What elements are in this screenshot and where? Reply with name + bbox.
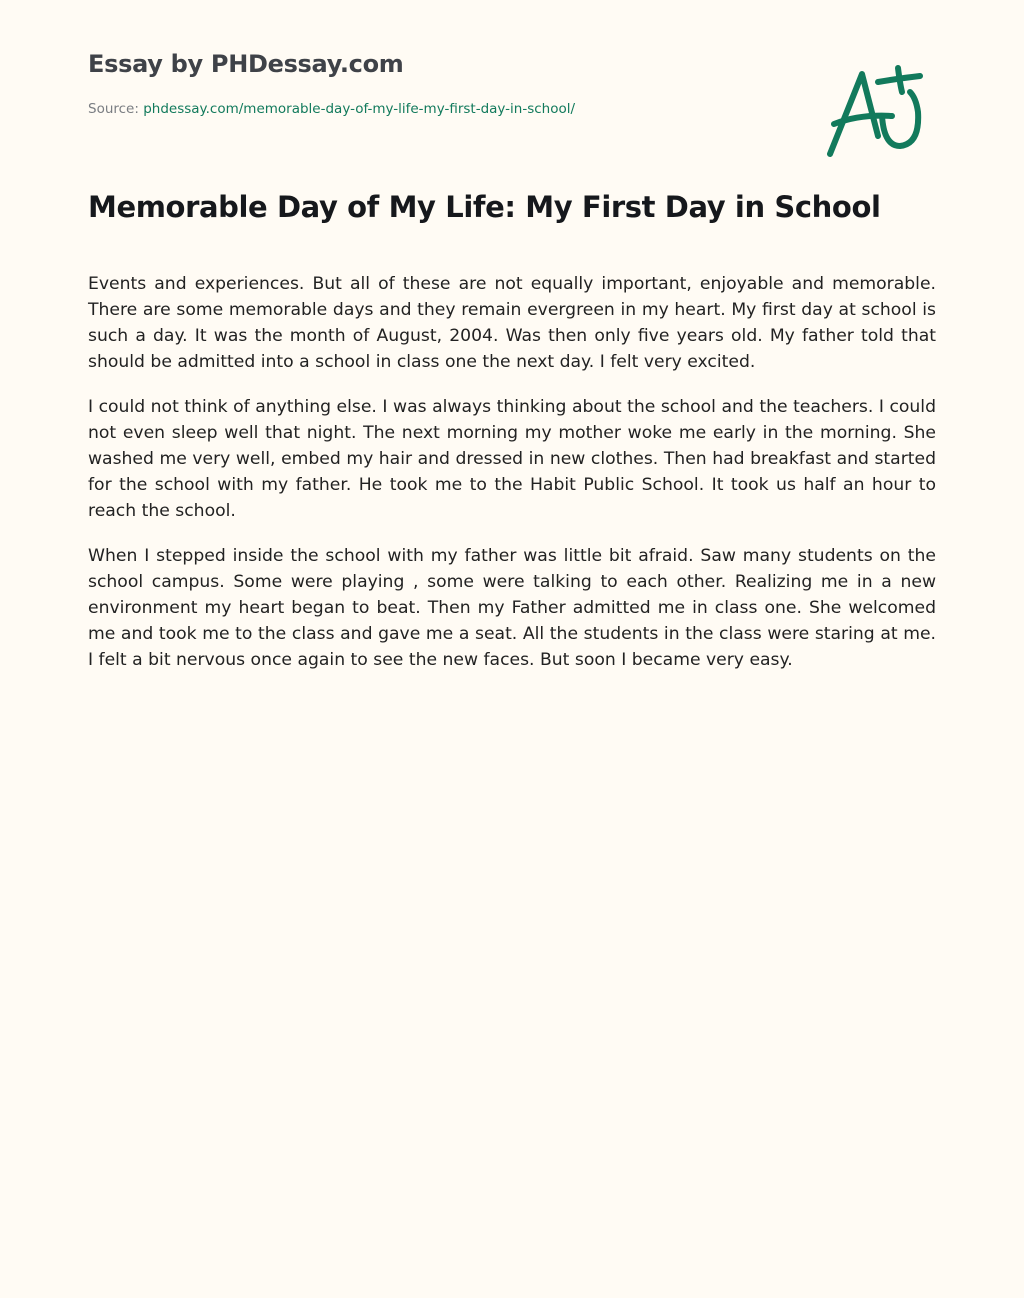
site-brand: Essay by PHDessay.com <box>88 50 404 78</box>
essay-body <box>88 271 936 692</box>
source-label: Source: <box>88 101 139 117</box>
a-plus-logo-icon <box>820 62 930 162</box>
essay-paragraph: Events and experiences. But all of these are not equally important, enjoyable and memorable. There are some memorable days and they remain evergreen in my heart. My first day at school is such a day. It was the month of August, 2004. Was then only five years old. My father told that should be admitted into a school in class one the next day. I felt very excited. <box>88 274 936 372</box>
essay-paragraph: I could not think of anything else. I was always thinking about the school and the teachers. I could not even sleep well that night. The next morning my mother woke me early in the morning. She washed me very well, embed my hair and dressed in new clothes. Then had breakfast and started for the school with my father. He took me to the Habit Public School. It took us half an hour to reach the school. <box>88 397 936 521</box>
essay-title: Memorable Day of My Life: My First Day in School <box>88 190 881 224</box>
source-line <box>88 101 575 117</box>
essay-paragraph: When I stepped inside the school with my father was little bit afraid. Saw many students on the school campus. Some were playing , some were talking to each other. Realizing me in a new environment my heart began to beat. Then my Father admitted me in class one. She welcomed me and took me to the class and gave me a seat. All the students in the class were staring at me. I felt a bit nervous once again to see the new faces. But soon I became very easy. <box>88 546 936 670</box>
source-link[interactable]: phdessay.com/memorable-day-of-my-life-my-first-day-in-school/ <box>143 101 576 117</box>
